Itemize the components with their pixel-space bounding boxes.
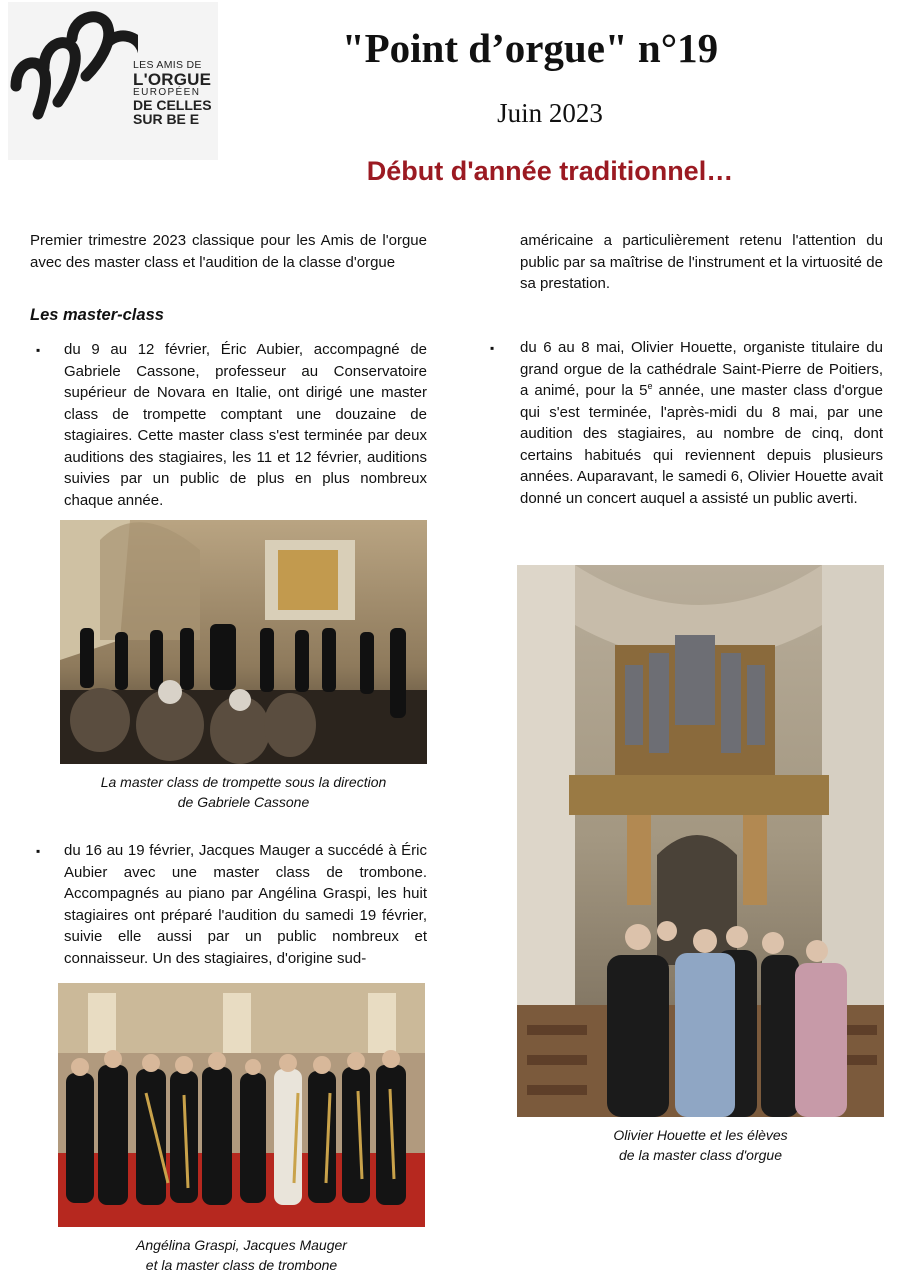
- paragraph-trumpet: du 9 au 12 février, Éric Aubier, accompagné de Gabriele Cassone, professeur au Conservatoire supérieur de Novara en Italie, ont dirigé une master class de trompette comptant une douzaine de stagiaires. Cette master class s'est terminée par deux auditions des stagiaires, les 11 et 12 février, auditions suivies par un public de plus en plus nombreux chaque année.: [64, 341, 427, 509]
- caption-trombone-line-2: et la master class de trombone: [145, 1257, 338, 1273]
- superscript-e: e: [647, 381, 653, 391]
- organ-arches-logo-icon: [8, 2, 138, 160]
- paragraph-organ-part-2: année, une master class d'orgue qui s'est terminée, l'après-midi du 8 mai, par une audition des stagiaires, au nombre de cinq, dont certains habitués qui reviennent depuis plusieurs années. Auparavant, le samedi 6, Olivier Houette avait donné un concert auquel a assisté un public averti.: [520, 382, 883, 507]
- photo-trombone-masterclass: [58, 983, 425, 1227]
- bullet-icon: ▪: [36, 844, 41, 858]
- issue-date: Juin 2023: [497, 98, 603, 128]
- caption-organ: [517, 1125, 884, 1165]
- bullet-icon: ▪: [490, 341, 495, 355]
- logo-line-1: LES AMIS DE: [133, 59, 202, 71]
- caption-trombone-line-1: Angélina Graspi, Jacques Mauger: [136, 1237, 347, 1253]
- caption-trombone: [58, 1235, 425, 1275]
- section-title: Les master-class: [30, 306, 164, 324]
- newsletter-title: "Point d’orgue" n°19: [341, 25, 719, 71]
- caption-trumpet-line-1: La master class de trompette sous la direction: [100, 774, 387, 790]
- logo-line-4: DE CELLES: [133, 96, 212, 113]
- bullet-icon: ▪: [36, 343, 41, 357]
- logo-line-2: L'ORGUE: [133, 69, 212, 89]
- logo: [8, 2, 218, 160]
- continued-paragraph: américaine a particulièrement retenu l'attention du public par sa maîtrise de l'instrument et la virtuosité de sa prestation.: [520, 232, 883, 292]
- paragraph-organ-part-1: du 6 au 8 mai, Olivier Houette, organiste titulaire du grand orgue de la cathédrale Saint-Pierre de Poitiers, a animé, pour la 5: [520, 339, 883, 399]
- intro-paragraph: Premier trimestre 2023 classique pour les Amis de l'orgue avec des master class et l'audition de la classe d'orgue: [30, 232, 427, 271]
- photo-organ-masterclass: [517, 565, 884, 1117]
- caption-trumpet: [60, 772, 427, 812]
- logo-line-3: EUROPÉEN: [133, 86, 201, 98]
- logo-text: [133, 60, 218, 126]
- headline: Début d'année traditionnel…: [366, 156, 734, 186]
- logo-line-5: SUR BE E: [133, 110, 200, 127]
- caption-organ-line-1: Olivier Houette et les élèves: [613, 1127, 788, 1143]
- caption-organ-line-2: de la master class d'orgue: [619, 1147, 782, 1163]
- photo-trumpet-masterclass: [60, 520, 427, 764]
- paragraph-organ: [520, 337, 883, 509]
- caption-trumpet-line-2: de Gabriele Cassone: [177, 794, 310, 810]
- paragraph-trombone: du 16 au 19 février, Jacques Mauger a succédé à Éric Aubier avec une master class de trombone. Accompagnés au piano par Angélina Graspi, les huit stagiaires ont préparé l'audition du samedi 19 février, suivie elle aussi par un public nombreux et connaisseur. Un des stagiaires, d'origine sud-: [64, 842, 427, 967]
